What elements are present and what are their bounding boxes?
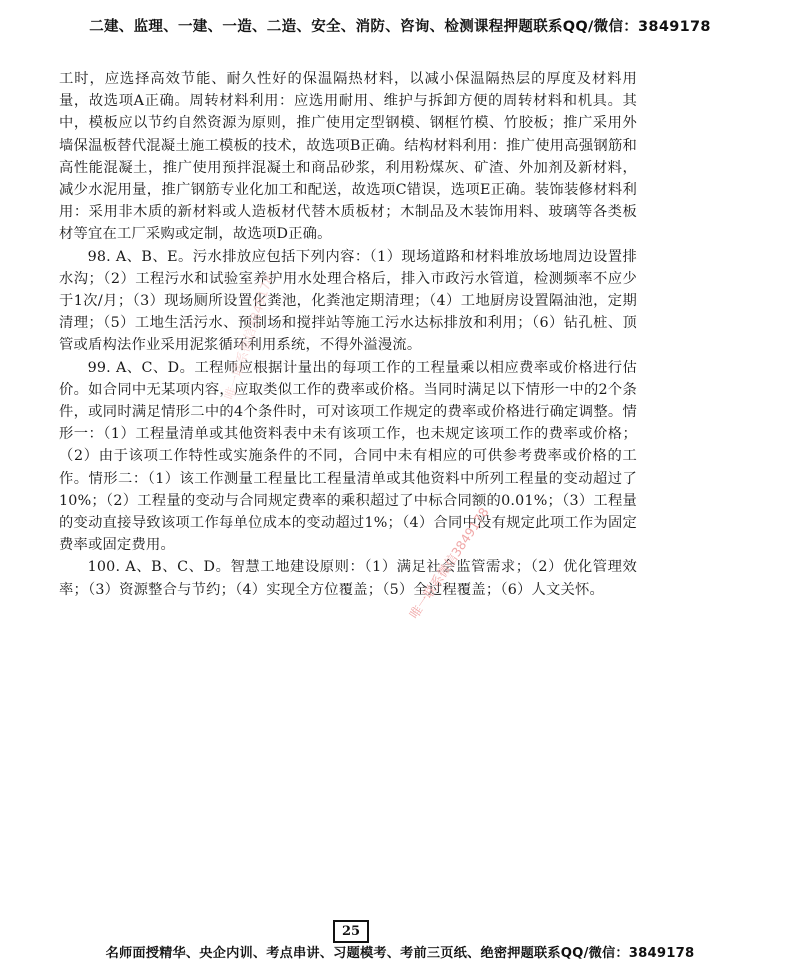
paragraph-continuation: 工时，应选择高效节能、耐久性好的保温隔热材料，以减小保温隔热层的厚度及材料用量，故选项A正确。周转材料利用：应选用耐用、维护与拆卸方便的周转材料和机具。其中，模板应以节约自然资源为原则，推广使用定型钢模、钢框竹模、竹胶板；推广采用外墙保温板替代混凝土施工模板的技术，故选项B正确。结构材料利用：推广使用高强钢筋和高性能混凝土，推广使用预拌混凝土和商品砂浆，利用粉煤灰、矿渣、外加剂及新材料，减少水泥用量，推广钢筋专业化加工和配送，故选项C错误，选项E正确。装饰装修材料利用：采用非木质的新材料或人造板材代替木质板材；木制品及木装饰用料、玻璃等各类板材等宜在工厂采购或定制，故选项D正确。 bbox=[59, 71, 637, 243]
page-header: 二建、监理、一建、一造、二造、安全、消防、咨询、检测课程押题联系QQ/微信：3849178 bbox=[89, 19, 711, 35]
paragraph-answer-98: 98. A、B、E。污水排放应包括下列内容：（1）现场道路和材料堆放场地周边设置排水沟；（2）工程污水和试验室养护用水处理合格后，排入市政污水管道，检测频率不应少于1次/月；（3）现场厕所设置化粪池，化粪池定期清理；（4）工地厨房设置隔油池，定期清理；（5）工地生活污水、预制场和搅拌站等施工污水达标排放和利用；（6）钻孔桩、顶管或盾构法作业采用泥浆循环利用系统，不得外溢漫流。 bbox=[59, 248, 637, 354]
watermark-faint: 唯一联系微信3849178 bbox=[221, 272, 276, 402]
answer-explanations bbox=[59, 68, 637, 601]
page-footer: 名师面授精华、央企内训、考点串讲、习题模考、考前三页纸、绝密押题联系QQ/微信：3849178 bbox=[105, 946, 695, 961]
watermark: 唯一联系微信3849178 bbox=[406, 504, 492, 622]
page-number: 25 bbox=[333, 920, 369, 943]
paragraph-answer-100: 100. A、B、C、D。智慧工地建设原则：（1）满足社会监管需求；（2）优化管理效率；（3）资源整合与节约；（4）实现全方位覆盖；（5）全过程覆盖；（6）人文关怀。 bbox=[59, 559, 637, 598]
paragraph-answer-99: 99. A、C、D。工程师应根据计量出的每项工作的工程量乘以相应费率或价格进行估价。如合同中无某项内容，应取类似工作的费率或价格。当同时满足以下情形一中的2个条件，或同时满足情形二中的4个条件时，可对该项工作规定的费率或价格进行确定调整。情形一：（1）工程量清单或其他资料表中未有该项工作，也未规定该项工作的费率或价格；（2）由于该项工作特性或实施条件的不同，合同中未有相应的可供参考费率或价格的工作。情形二：（1）该工作测量工程量比工程量清单或其他资料中所列工程量的变动超过了10%；（2）工程量的变动与合同规定费率的乘积超过了中标合同额的0.01%；（3）工程量的变动直接导致该项工作每单位成本的变动超过1%；（4）合同中没有规定此项工作为固定费率或固定费用。 bbox=[59, 359, 637, 554]
